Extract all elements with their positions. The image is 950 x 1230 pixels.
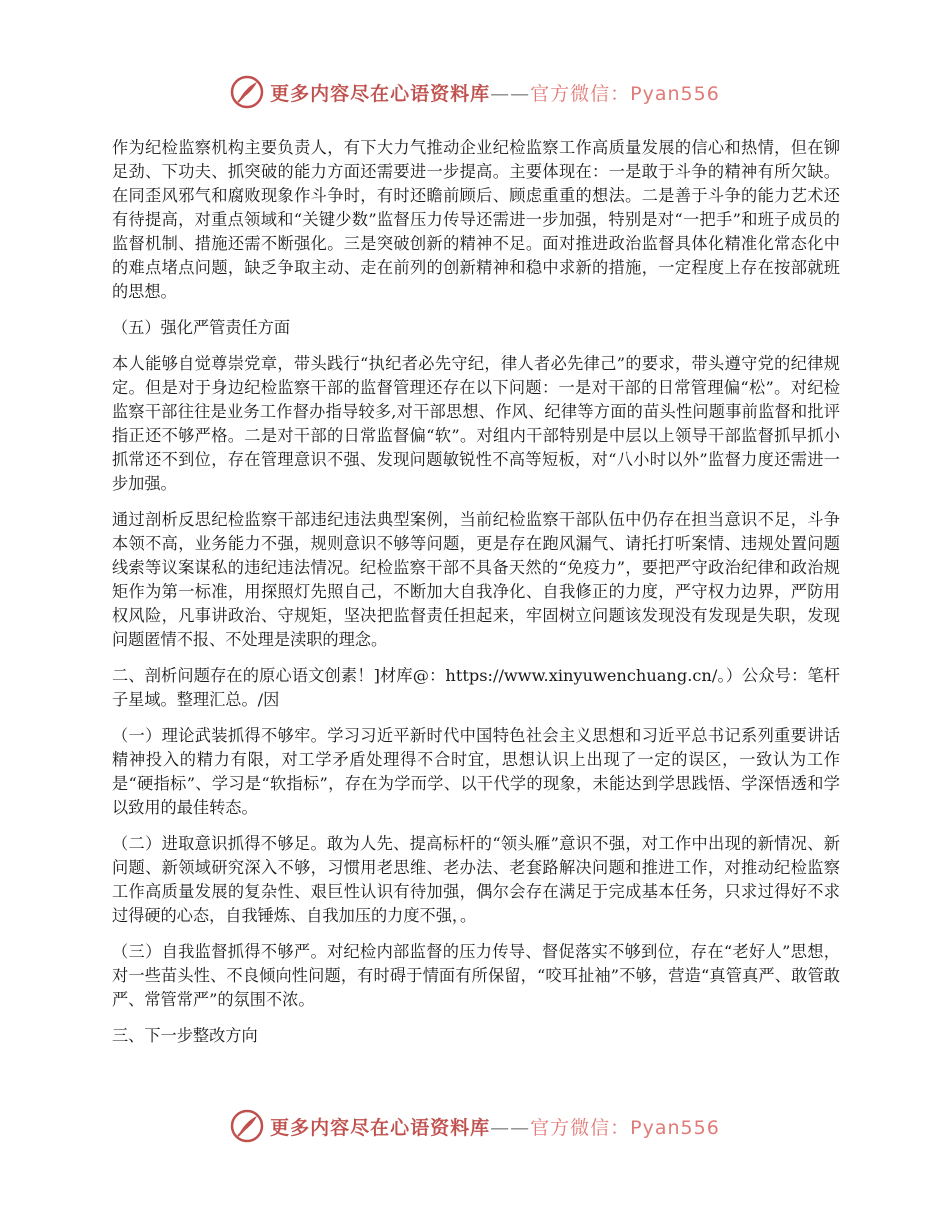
paragraph-theory: （一）理论武装抓得不够牢。学习习近平新时代中国特色社会主义思想和习近平总书记系列重要讲话精神投入的精力有限，对工学矛盾处理得不合时宜，思想认识上出现了一定的误区，一致认为工作是“硬指标”、学习是“软指标”，存在为学而学、以干代学的现象，未能达到学思践悟、学深悟透和学以致用的最佳转态。	[112, 726, 840, 817]
paragraph-initiative: （二）进取意识抓得不够足。敢为人先、提高标杆的“领头雁”意识不强，对工作中出现的新情况、新问题、新领域研究深入不够，习惯用老思维、老办法、老套路解决问题和推进工作，对推动纪检监察工作高质量发展的复杂性、艰巨性认识有待加强，偶尔会存在满足于完成基本任务，只求过得好不求过得硬的心态，自我锤炼、自我加压的力度不强，。	[112, 834, 840, 925]
header-banner-text	[270, 79, 720, 106]
header-banner-separator: ——	[490, 82, 531, 105]
footer-banner-separator: ——	[490, 1116, 531, 1139]
quill-logo-icon	[230, 1109, 264, 1143]
header-banner-title: 更多内容尽在心语资料库	[270, 82, 491, 105]
header-banner	[0, 70, 950, 114]
header-banner-wechat: 官方微信：Pyan556	[530, 82, 720, 105]
section-heading-5: （五）强化严管责任方面	[112, 318, 291, 337]
footer-banner-title: 更多内容尽在心语资料库	[270, 1116, 491, 1139]
footer-banner-wechat: 官方微信：Pyan556	[530, 1116, 720, 1139]
section-heading-3: 三、下一步整改方向	[112, 1026, 258, 1045]
quill-logo-icon	[230, 75, 264, 109]
paragraph-responsibility: 作为纪检监察机构主要负责人，有下大力气推动企业纪检监察工作高质量发展的信心和热情，但在铆足劲、下功夫、抓突破的能力方面还需要进一步提高。主要体现在：一是敢于斗争的精神有所欠缺。在同歪风邪气和腐败现象作斗争时，有时还瞻前顾后、顾虑重重的想法。二是善于斗争的能力艺术还有待提高，对重点领域和“关键少数”监督压力传导还需进一步加强，特别是对“一把手”和班子成员的监督机制、措施还需不断强化。三是突破创新的精神不足。面对推进政治监督具体化精准化常态化中的难点堵点问题，缺乏争取主动、走在前列的创新精神和稳中求新的措施，一定程度上存在按部就班的思想。	[112, 138, 840, 301]
footer-banner-text	[270, 1113, 720, 1140]
paragraph-supervision: 本人能够自觉尊崇党章，带头践行“执纪者必先守纪，律人者必先律己”的要求，带头遵守党的纪律规定。但是对于身边纪检监察干部的监督管理还存在以下问题：一是对干部的日常管理偏“松”。对纪检监察干部往往是业务工作督办指导较多,对干部思想、作风、纪律等方面的苗头性问题事前监督和批评指正还不够严格。二是对干部的日常监督偏“软”。对组内干部特别是中层以上领导干部监督抓早抓小抓常还不到位，存在管理意识不强、发现问题敏锐性不高等短板，对“八小时以外”监督力度还需进一步加强。	[112, 354, 840, 493]
footer-banner	[0, 1104, 950, 1148]
document-body	[112, 136, 840, 1060]
paragraph-self-supervision: （三）自我监督抓得不够严。对纪检内部监督的压力传导、督促落实不够到位，存在“老好人”思想，对一些苗头性、不良倾向性问题，有时碍于情面有所保留，“咬耳扯袖”不够，营造“真管真严、敢管敢严、常管常严”的氛围不浓。	[112, 942, 840, 1009]
paragraph-case-analysis: 通过剖析反思纪检监察干部违纪违法典型案例，当前纪检监察干部队伍中仍存在担当意识不足，斗争本领不高，业务能力不强，规则意识不够等问题，更是存在跑风漏气、请托打听案情、违规处置问题线索等议案谋私的违纪违法情况。纪检监察干部不具备天然的“免疫力”，要把严守政治纪律和政治规矩作为第一标准，用探照灯先照自己，不断加大自我净化、自我修正的力度，严守权力边界，严防用权风险，凡事讲政治、守规矩，坚决把监督责任担起来，牢固树立问题该发现没有发现是失职，发现问题匿情不报、不处理是渎职的理念。	[112, 510, 840, 649]
section-heading-2: 二、剖析问题存在的原心语文创素！]材库@：https://www.xinyuwenchuang.cn/。）公众号：笔杆子星域。整理汇总。/因	[112, 666, 840, 709]
